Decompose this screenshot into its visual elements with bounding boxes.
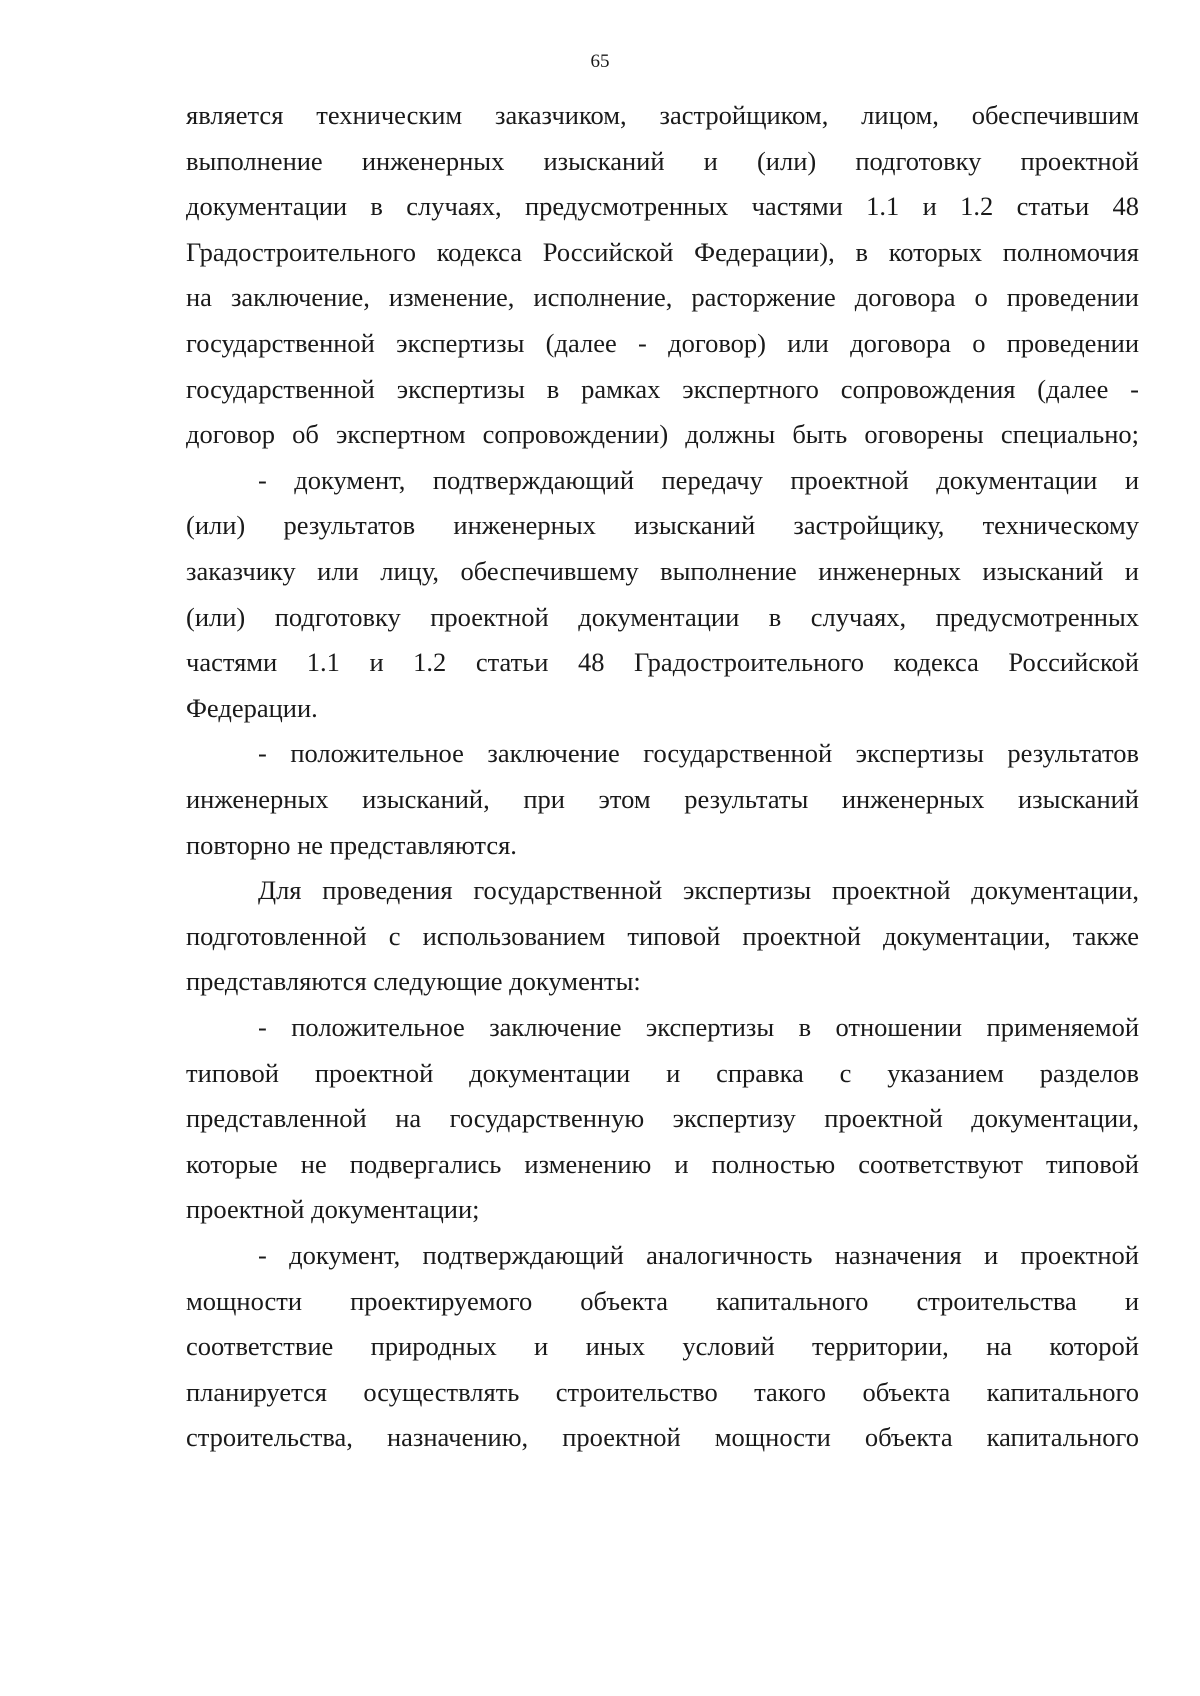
text-line: (или) результатов инженерных изысканий застройщику, техническому [186, 510, 1139, 541]
page-number: 65 [590, 51, 610, 72]
text-line: инженерных изысканий, при этом результаты инженерных изысканий [186, 784, 1139, 814]
text-line: планируется осуществлять строительство такого объекта капитального [186, 1376, 1139, 1407]
text-line: мощности проектируемого объекта капитального строительства и [186, 1285, 1139, 1316]
text-line: повторно не представляются. [186, 829, 517, 860]
text-line: Градостроительного кодекса Российской Федерации), в которых полномочия [186, 236, 1139, 267]
text-line: договор об экспертном сопровождении) должны быть оговорены специально; [186, 419, 1139, 450]
text-line: подготовленной с использованием типовой проектной документации, также [186, 920, 1139, 951]
text-line: частями 1.1 и 1.2 статьи 48 Градостроительного кодекса Российской [186, 647, 1139, 678]
text-line: соответствие природных и иных условий территории, на которой [186, 1331, 1139, 1362]
text-line: Для проведения государственной экспертизы проектной документации, [258, 875, 1139, 906]
text-line: - положительное заключение экспертизы в отношении применяемой [258, 1012, 1139, 1042]
text-line: - документ, подтверждающий аналогичность назначения и проектной [258, 1240, 1139, 1270]
text-line: заказчику или лицу, обеспечившему выполнение инженерных изысканий и [186, 556, 1139, 586]
text-line: (или) подготовку проектной документации в случаях, предусмотренных [186, 601, 1139, 632]
text-line: государственной экспертизы (далее - договор) или договора о проведении [186, 328, 1139, 358]
text-line: документации в случаях, предусмотренных частями 1.1 и 1.2 статьи 48 [186, 191, 1139, 222]
text-line: государственной экспертизы в рамках экспертного сопровождения (далее - [186, 373, 1139, 404]
text-line: представленной на государственную экспертизу проектной документации, [186, 1103, 1139, 1134]
text-line: на заключение, изменение, исполнение, расторжение договора о проведении [186, 282, 1139, 313]
text-line: типовой проектной документации и справка с указанием разделов [186, 1057, 1139, 1088]
text-line: - положительное заключение государственной экспертизы результатов [258, 738, 1139, 769]
text-line: представляются следующие документы: [186, 966, 641, 997]
text-line: - документ, подтверждающий передачу проектной документации и [258, 464, 1139, 495]
text-line: которые не подвергались изменению и полностью соответствуют типовой [186, 1148, 1139, 1179]
text-line: выполнение инженерных изысканий и (или) подготовку проектной [186, 145, 1139, 176]
text-line: строительства, назначению, проектной мощности объекта капитального [186, 1422, 1139, 1453]
text-line: Федерации. [186, 692, 318, 723]
text-line: проектной документации; [186, 1194, 480, 1225]
text-line: является техническим заказчиком, застройщиком, лицом, обеспечившим [186, 100, 1139, 130]
